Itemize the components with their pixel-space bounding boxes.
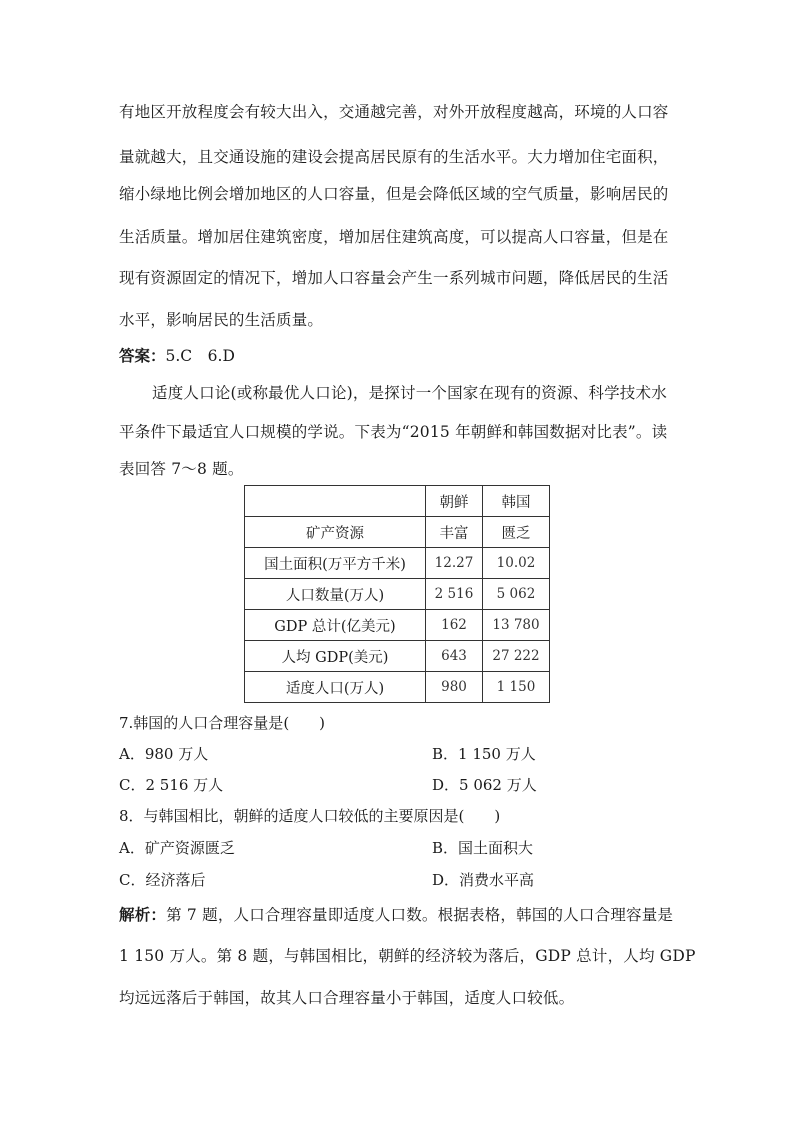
- table-row: [245, 610, 550, 641]
- table-row: [245, 641, 550, 672]
- analysis-line: 均远远落后于韩国，故其人口合理容量小于韩国，适度人口较低。: [119, 989, 575, 1007]
- table-row: [245, 672, 550, 703]
- table-cell: 人均 GDP(美元): [245, 641, 426, 672]
- explanation-line: 缩小绿地比例会增加地区的人口容量，但是会降低区域的空气质量，影响居民的: [119, 185, 669, 203]
- table-row: [245, 548, 550, 579]
- question-7-option-d: D．5 062 万人: [432, 776, 537, 794]
- table-cell: 矿产资源: [245, 517, 426, 548]
- question-8-option-c: C．经济落后: [119, 871, 206, 889]
- explanation-line: 现有资源固定的情况下，增加人口容量会产生一系列城市问题，降低居民的生活: [119, 269, 669, 287]
- answer-label: 答案：: [119, 346, 166, 365]
- intro-line: 平条件下最适宜人口规模的学说。下表为“2015 年朝鲜和韩国数据对比表”。读: [119, 423, 668, 441]
- question-8-option-a: A．矿产资源匮乏: [119, 839, 235, 857]
- comparison-table: [244, 485, 550, 703]
- table-header-cell: [245, 486, 426, 517]
- table-cell: 12.27: [426, 548, 483, 579]
- answer-value: 5.C 6.D: [165, 347, 235, 365]
- explanation-line: 量就越大，且交通设施的建设会提高居民原有的生活水平。大力增加住宅面积，: [119, 148, 669, 166]
- question-8-stem: 8．与韩国相比，朝鲜的适度人口较低的主要原因是( ): [119, 807, 501, 825]
- table-cell: 匮乏: [483, 517, 550, 548]
- table-cell: 10.02: [483, 548, 550, 579]
- analysis-text: 第 7 题，人口合理容量即适度人口数。根据表格，韩国的人口合理容量是: [166, 906, 674, 924]
- answer-line: [119, 344, 235, 366]
- intro-line: 适度人口论(或称最优人口论)，是探讨一个国家在现有的资源、科学技术水: [152, 384, 667, 402]
- intro-line: 表回答 7～8 题。: [119, 460, 244, 478]
- table-cell: 适度人口(万人): [245, 672, 426, 703]
- table-header-cell: 朝鲜: [426, 486, 483, 517]
- question-7-stem: 7.韩国的人口合理容量是( ): [119, 714, 326, 732]
- table-row: [245, 517, 550, 548]
- explanation-line: 生活质量。增加居住建筑密度，增加居住建筑高度，可以提高人口容量，但是在: [119, 228, 669, 246]
- table-cell: 1 150: [483, 672, 550, 703]
- table-cell: 国土面积(万平方千米): [245, 548, 426, 579]
- table-cell: 2 516: [426, 579, 483, 610]
- analysis-label: 解析：: [119, 905, 167, 924]
- explanation-line: 有地区开放程度会有较大出入，交通越完善，对外开放程度越高，环境的人口容: [119, 103, 669, 121]
- table-row: [245, 579, 550, 610]
- table-cell: 人口数量(万人): [245, 579, 426, 610]
- analysis-line: [119, 903, 673, 925]
- question-8-option-d: D．消费水平高: [432, 871, 535, 889]
- table-cell: 丰富: [426, 517, 483, 548]
- analysis-line: 1 150 万人。第 8 题，与韩国相比，朝鲜的经济较为落后，GDP 总计，人均 GDP: [119, 947, 696, 965]
- table-cell: GDP 总计(亿美元): [245, 610, 426, 641]
- table-cell: 162: [426, 610, 483, 641]
- table-header-cell: 韩国: [483, 486, 550, 517]
- table-cell: 643: [426, 641, 483, 672]
- table-cell: 13 780: [483, 610, 550, 641]
- table-header-row: [245, 486, 550, 517]
- table-cell: 27 222: [483, 641, 550, 672]
- question-7-option-c: C．2 516 万人: [119, 776, 224, 794]
- table-cell: 5 062: [483, 579, 550, 610]
- explanation-line: 水平，影响居民的生活质量。: [119, 311, 324, 329]
- question-8-option-b: B．国土面积大: [432, 839, 534, 857]
- question-7-option-b: B．1 150 万人: [432, 745, 536, 763]
- question-7-option-a: A．980 万人: [119, 745, 209, 763]
- table-cell: 980: [426, 672, 483, 703]
